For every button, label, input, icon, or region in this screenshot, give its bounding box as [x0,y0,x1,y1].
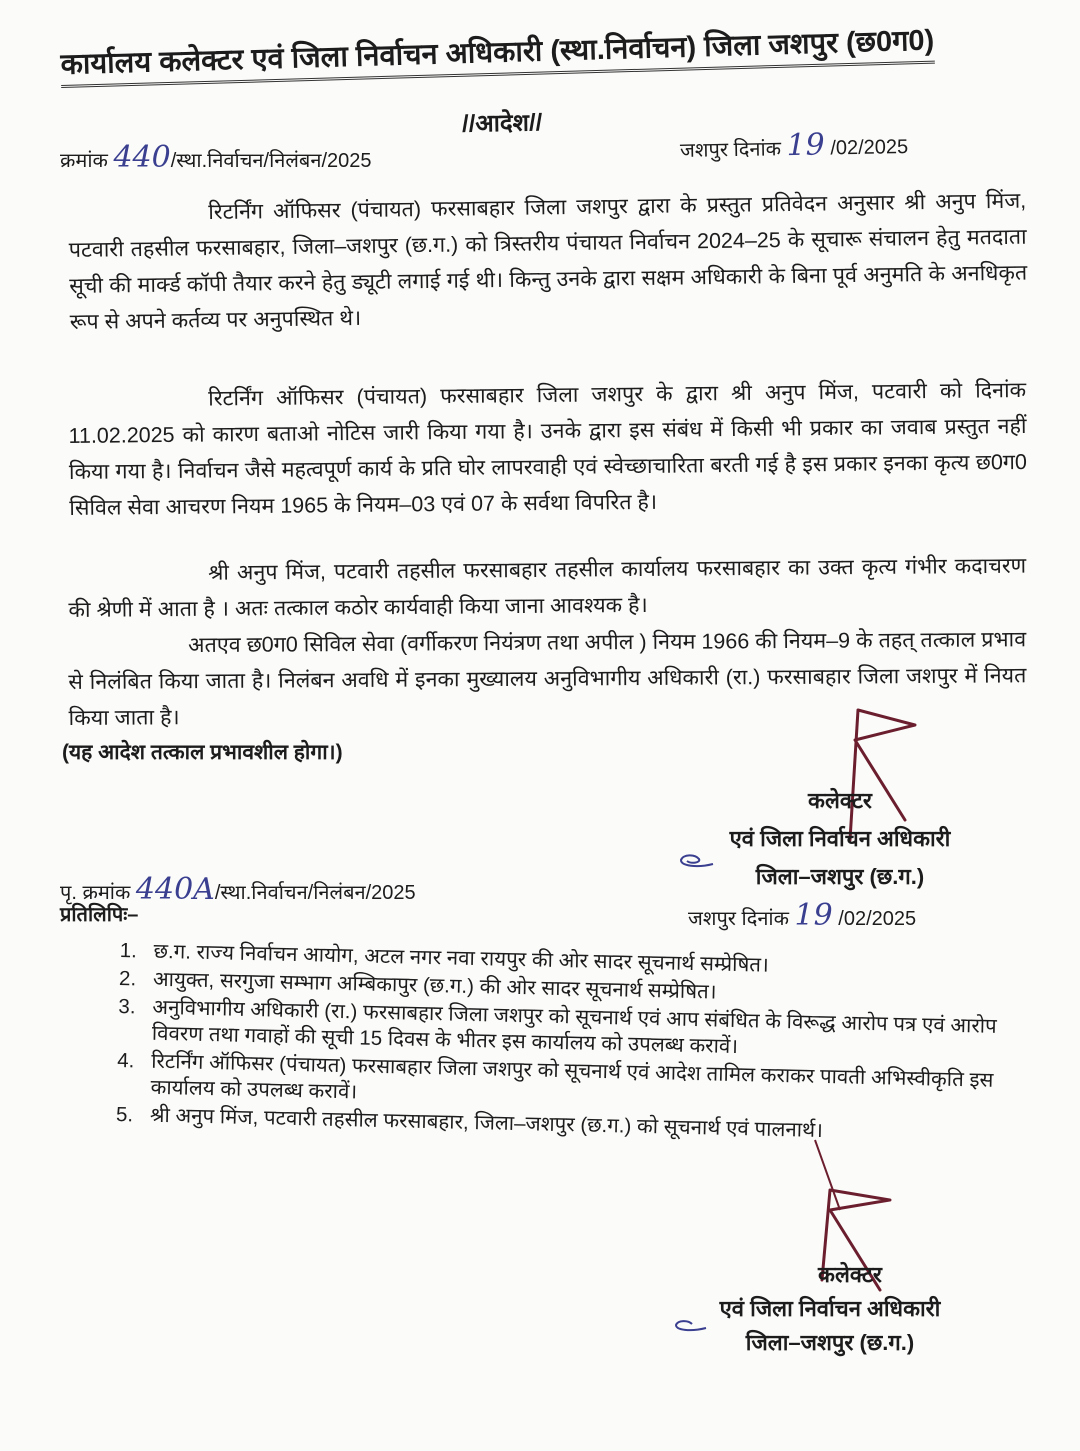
signature-block-2 [660,1258,1000,1360]
list-item: 1. छ.ग. राज्य निर्वाचन आयोग, अटल नगर नवा रायपुर की ओर सादर सूचनार्थ सम्प्रेषित। [119,938,770,977]
list-item: 5. श्री अनुप मिंज, पटवारी तहसील फरसाबहार, जिला–जशपुर (छ.ग.) को सूचनार्थ एवं पालनार्थ। [115,1102,824,1142]
handwritten-day: 19 [786,127,826,164]
reference-suffix: /स्था.निर्वाचन/निलंबन/2025 [170,150,372,172]
initial-mark-icon [677,852,717,870]
reference-prefix: क्रमांक [60,150,108,172]
handwritten-day: 19 [794,898,833,933]
initial-mark-icon [672,1318,708,1334]
list-item: 3. अनुविभागीय अधिकारी (रा.) फरसाबहार जिला जशपुर को सूचनार्थ एवं आप संबंधित के विरूद्ध आरोप पत्र एवं आरोप विवरण तथा गवाहों की सूची 15 दिवस के भीतर इस कार्यालय को उपलब्ध करावें। [118,994,997,1059]
date-label: जशपुर दिनांक [688,908,789,930]
signatory-district: जिला–जशपुर (छ.ग.) [745,1330,915,1355]
order-date [680,126,909,165]
list-item: 4. रिटर्निंग ऑफिसर (पंचायत) फरसाबहार जिला जशपुर को सूचनार्थ एवं आदेश तामिल कराकर पावती अभिस्वीकृति इस कार्यालय को उपलब्ध करावें। [116,1048,994,1104]
paragraph-4: अतएव छ0ग0 सिविल सेवा (वर्गीकरण नियंत्रण तथा अपील ) नियम 1966 की नियम–9 के तहत् तत्काल प्रभाव से निलंबित किया जाता है। निलंबन अवधि में इनका मुख्यालय अनुविभागीय अधिकारी (रा.) फरसाबहार जिला जशपुर में नियत किया जाता है। [68,627,1027,730]
handwritten-order-number: 440 [113,140,171,175]
list-item: 2. आयुक्त, सरगुजा सम्भाग अम्बिकापुर (छ.ग.) की ओर सादर सूचनार्थ सम्प्रेषित। [118,966,717,1004]
copy-label: प्रतिलिपिः– [60,904,139,926]
date-suffix: /02/2025 [838,908,917,930]
office-heading: कार्यालय कलेक्टर एवं जिला निर्वाचन अधिकारी (स्था.निर्वाचन) जिला जशपुर (छ0ग0) [60,20,935,88]
paragraph-3: श्री अनुप मिंज, पटवारी तहसील फरसाबहार तहसील कार्यालय फरसाबहार का उक्त कृत्य गंभीर कदाचरण की श्रेणी में आता है । अतः तत्काल कठोर कार्यवाही किया जाना आवश्यक है। [68,553,1027,622]
signatory-designation: एवं जिला निर्वाचन अधिकारी [729,826,951,851]
copy-to-list [116,938,1000,1150]
signature-1-date [688,898,916,933]
endorsement-prefix: पृ. क्रमांक [60,882,131,904]
endorsement-suffix: /स्था.निर्वाचन/निलंबन/2025 [214,882,416,904]
signatory-designation: एवं जिला निर्वाचन अधिकारी [719,1296,941,1321]
date-label: जशपुर दिनांक [679,138,782,162]
order-title: //आदेश// [461,109,543,138]
signature-block-1 [675,782,1005,896]
signatory-title: कलेक्टर [808,788,872,813]
handwritten-endorsement-number: 440A [135,872,215,907]
signatory-district: जिला–जशपुर (छ.ग.) [755,864,925,889]
signatory-title: कलेक्टर [818,1262,882,1287]
paragraph-2: रिटर्निंग ऑफिसर (पंचायत) फरसाबहार जिला जशपुर के द्वारा श्री अनुप मिंज, पटवारी को दिनांक 11.02.2025 को कारण बताओ नोटिस जारी किया गया है। उनके द्वारा इस संबंध में किसी भी प्रकार का जवाब प्रस्तुत नहीं किया गया है। निर्वाचन जैसे महत्वपूर्ण कार्य के प्रति घोर लापरवाही एवं स्वेच्छाचारिता बरती गई है इस प्रकार इनका कृत्य छ0ग0 सिविल सेवा आचरण नियम 1965 के नियम–03 एवं 07 के सर्वथा विपरित है। [68,377,1028,520]
order-reference [60,140,372,175]
paragraph-1: रिटर्निंग ऑफिसर (पंचायत) फरसाबहार जिला जशपुर द्वारा के प्रस्तुत प्रतिवेदन अनुसार श्री अनुप मिंज, पटवारी तहसील फरसाबहार, जिला–जशपुर (छ.ग.) को त्रिस्तरीय पंचायत निर्वाचन 2024–25 के सूचारू संचालन हेतु मतदाता सूची की मार्क्ड कॉपी तैयार करने हेतु ड्यूटी लगाई गई थी। किन्तु उनके द्वारा सक्षम अधिकारी के बिना पूर्व अनुमति के अनधिकृत रूप से अपने कर्तव्य पर अनुपस्थित थे। [68,188,1028,334]
date-suffix: /02/2025 [830,136,909,160]
effect-note: (यह आदेश तत्काल प्रभावशील होगा।) [62,741,343,764]
